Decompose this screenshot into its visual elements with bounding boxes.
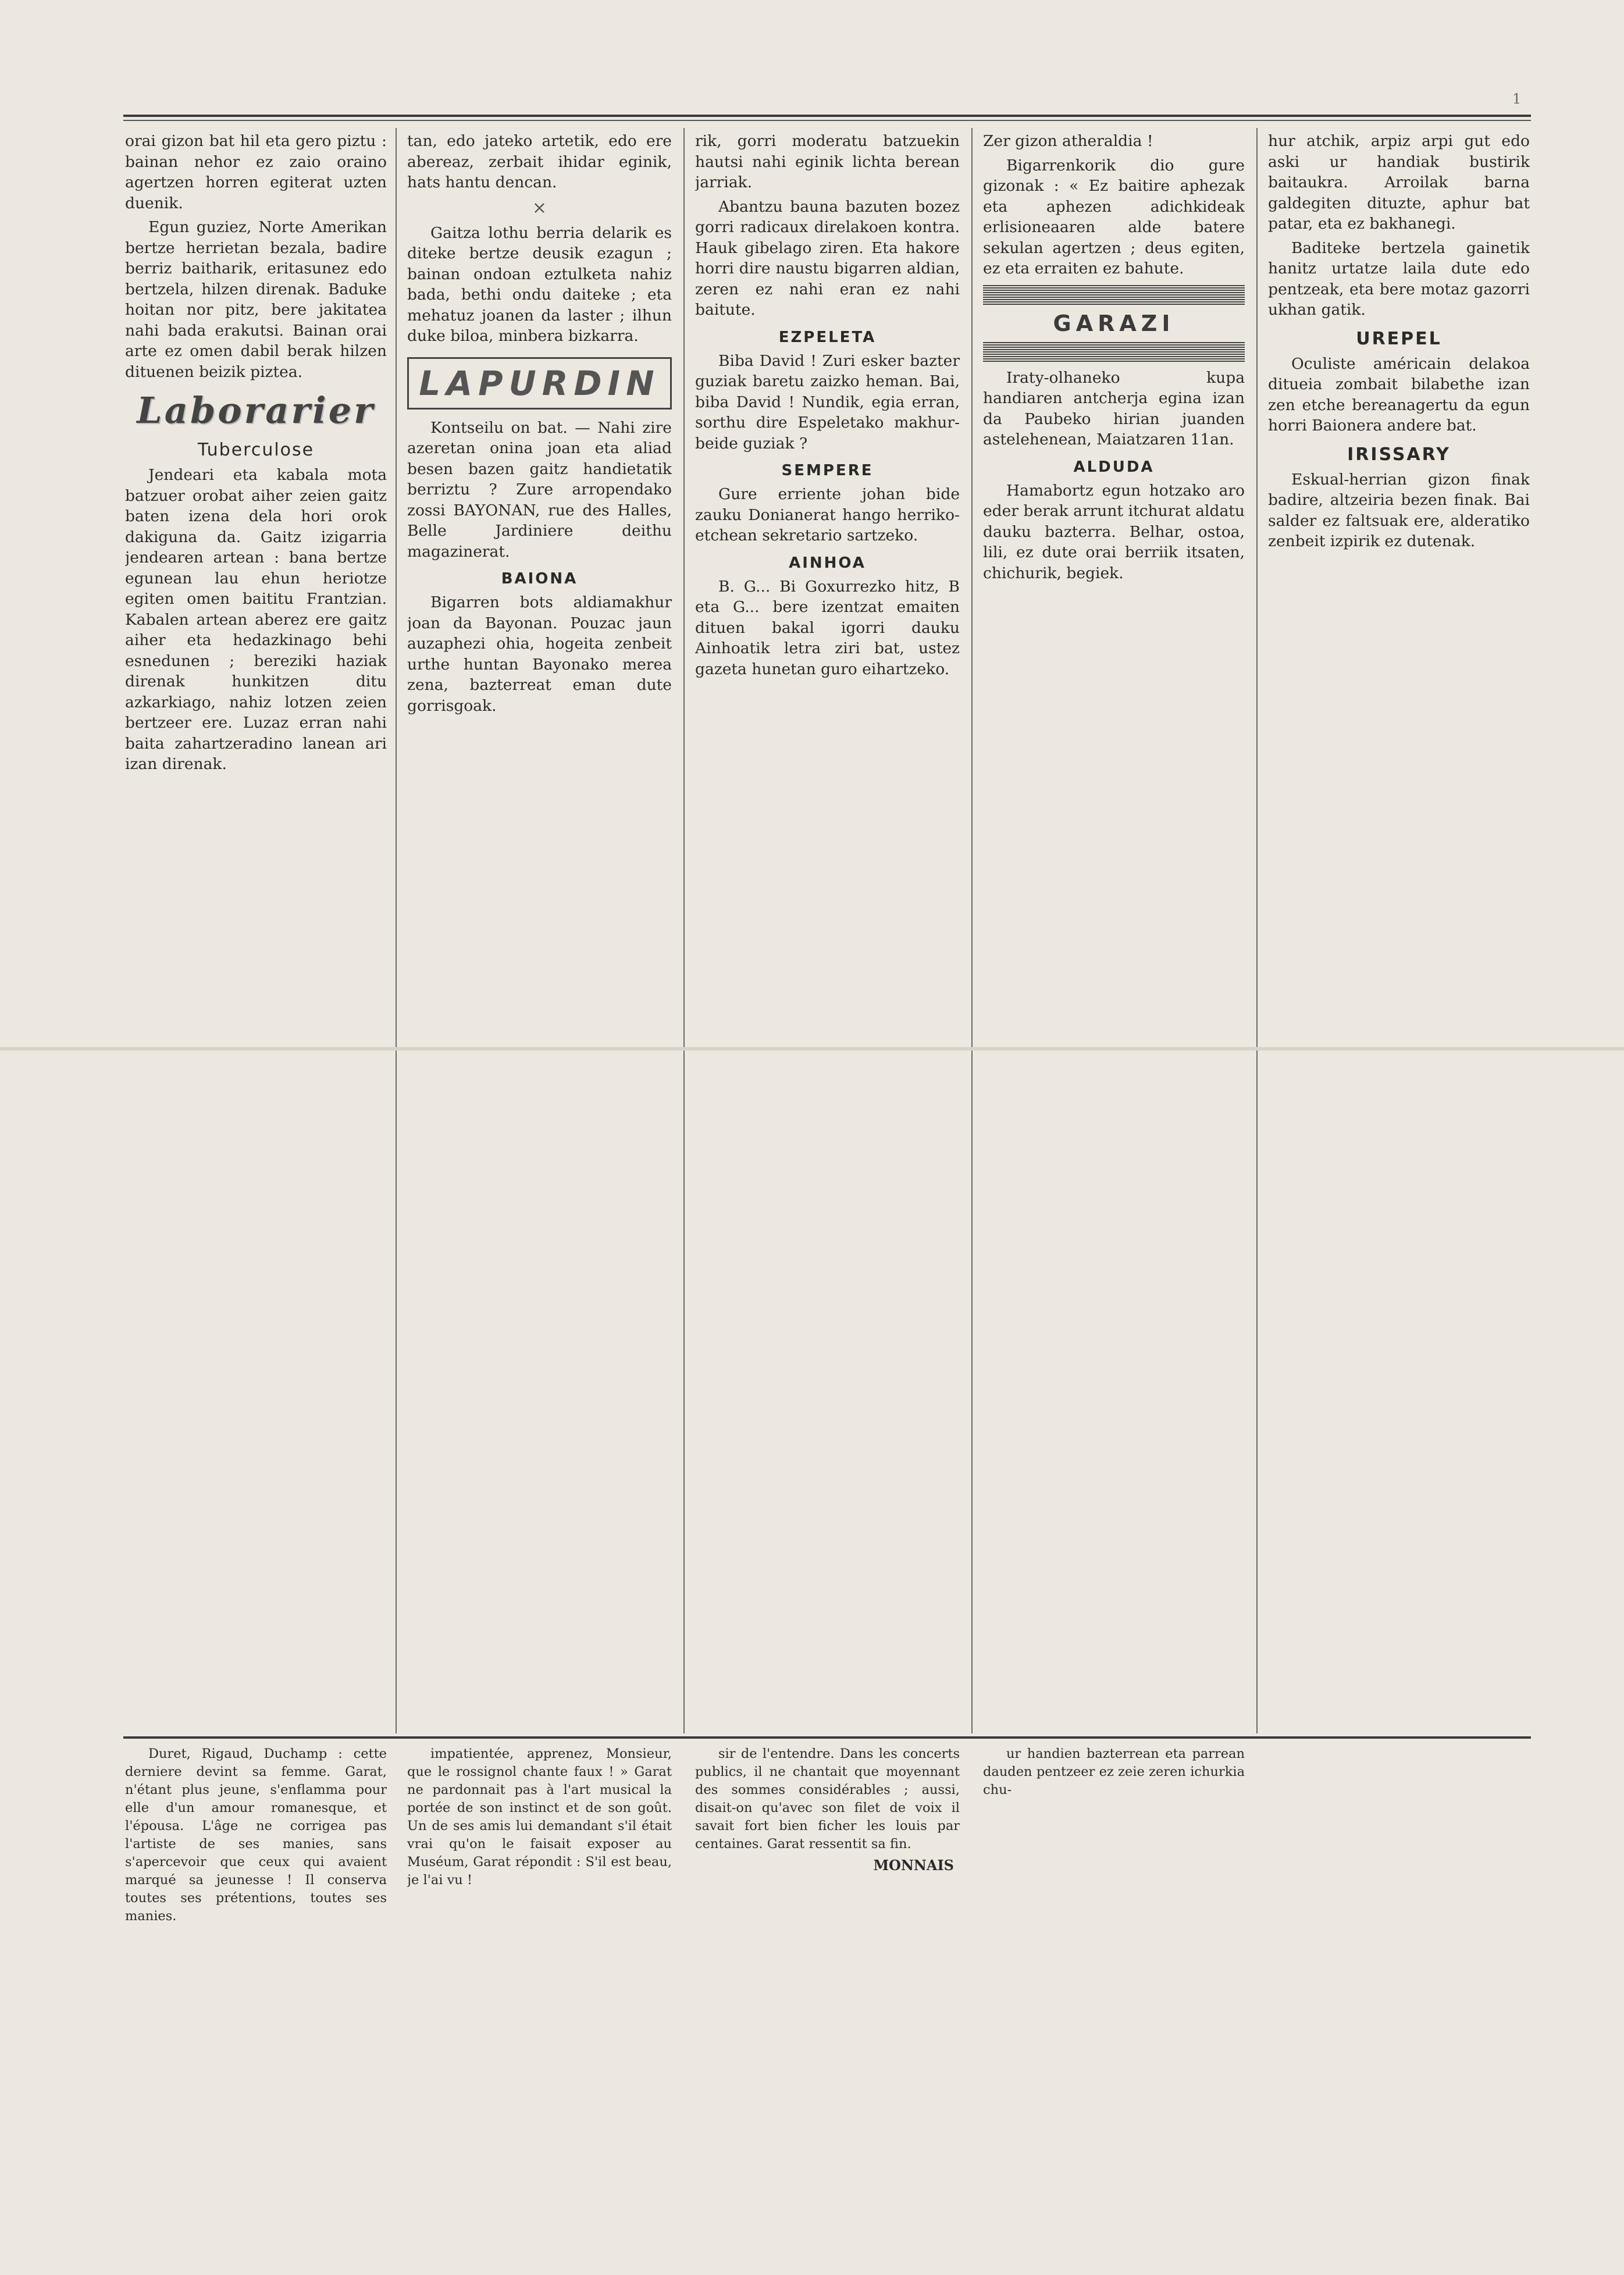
col2-paragraph-1: Gaitza lothu berria delarik es diteke bertze deusik ezagun ; bainan ondoan eztulketa nahiz bada, bethi ondu daiteke ; eta mehatuz joanen da laster ; ilhun duke biloa, minbera bizkarra. [407,223,672,345]
alduda-heading: ALDUDA [1073,458,1155,476]
col3-paragraph-1: Abantzu bauna bazuten bozez gorri radicaux direlakoen kontra. Hauk gibelago ziren. Eta hakore horri dire naustu bigarren aldian, zeren ez nahi eran ez nahi baitute. [695,197,960,319]
feuilleton-text-3: sir de l'entendre. Dans les concerts publics, il ne chantait que moyennant des sommes considérables ; aussi, disait-on qu'avec son filet de voix il savait fort bien ficher les louis par centaines. Garat ressentit sa fin. [695,1746,960,1852]
section-title-laborarier: Laborarier [137,389,375,432]
col1-intro-0: orai gizon bat hil eta gero piztu : bainan nehor ez zaio oraino agertzen horren egiterat uzten duenik. [125,132,387,212]
column-divider-1 [396,128,397,1733]
feuilleton-text-4: ur handien bazterrean eta parrean dauden pentzeer ez zeie zeren ichurkia chu- [983,1746,1245,1797]
col5-urepel-text: Oculiste américain delakoa ditueia zombait bilabethe izan zen etche bereanagertu da egun horri Baionera andere bat. [1268,354,1530,435]
col3-ainhoa-text: B. G... Bi Goxurrezko hitz, B eta G... bere izentzat emaiten dituen bakal igorri dauku Ainhoatik letra ziri bat, ustez gazeta hunetan guro eihartzeko. [695,577,960,678]
column-2 [407,131,672,1731]
col3-paragraph-0: rik, gorri moderatu batzuekin hautsi nahi eginik lichta berean jarriak. [695,132,960,191]
col2-paragraph-0: tan, edo jateko artetik, edo ere abereaz, zerbait ihidar eginik, hats hantu dencan. [407,132,672,191]
col2-lapurdin-text: Kontseilu on bat. — Nahi zire azeretan onina joan eta aliad besen bazen gaitz handietatik berriztu ? Zure arropendako zossi BAYONAN, rue des Halles, Belle Jardiniere deithu magazinerat. [407,418,672,561]
col4-paragraph-1: Bigarrenkorik dio gure gizonak : « Ez baitire aphezak eta aphezen adichkideak erlisioneaaren alde batere sekulan agertzen ; deus egiten, ez eta erraiten ez bahute. [983,156,1245,277]
feuilleton-text-1: Duret, Rigaud, Duchamp : cette derniere devint sa femme. Garat, n'étant plus jeune, s'enflamma pour elle d'un amour romanesque, et l'épousa. L'âge ne corrigea pas l'artiste de ses manies, sans s'apercevoir que ceux qui avaient marqué sa jeunesse ! Il conserva toutes ses prétentions, toutes ses manies. [125,1746,387,1924]
ainhoa-heading: AINHOA [789,554,866,572]
column-divider-2 [683,128,685,1733]
col2-baiona-text: Bigarren bots aldiamakhur joan da Bayonan. Pouzac jaun auzaphezi ohia, hogeita zenbeit urthe huntan Bayonako merea zena, bazterreat eman dute gorrisgoak. [407,593,672,715]
urepel-heading: UREPEL [1356,328,1442,349]
feuilleton-col-1 [125,1745,387,2245]
col4-alduda-text: Hamabortz egun hotzako aro eder berak arrunt itchurat aldatu dauku bazterra. Belhar, ostoa, lili, ez dute orai berriik itsaten, chichurik, begiek. [983,481,1245,582]
garazi-band-top [983,285,1245,305]
col4-garazi-text: Iraty-olhaneko kupa handiaren antcherja egina izan da Paubeko hirian juanden astelehenean, Maiatzaren 11an. [983,368,1245,448]
feuilleton-col-3 [695,1745,960,2245]
baiona-heading: BAIONA [501,570,578,588]
ezpeleta-heading: EZPELETA [778,328,877,346]
col1-paragraph: Jendeari eta kabala mota batzuer orobat aiher zeien gaitz baten izena dela hori orok dakiguna da. Gaitz izigarria jendearen artean : bana bertze egunean lau ehun heriotze egiten omen baititu Frantzian. Kabalen artean aberez ere gaitz aiher eta hedazkinago behi esnedunen ; bereziki haziak direnak hunkitzen ditu azkarkiago, nahiz lotzen zeien bertzeer ere. Luzaz erran nahi baita zahartzeradino lanean ari izan direnak. [125,466,387,773]
top-rule-thin [123,120,1531,121]
feuilleton-col-2 [407,1745,672,2245]
separator-cross: × [532,197,547,218]
irissary-heading: IRISSARY [1347,444,1451,465]
col3-sempere-text: Gure erriente johan bide zauku Donianerat hango herriko-etchean sekretario sartzeko. [695,485,960,544]
top-rule [123,115,1531,117]
section-title-garazi: GARAZI [1053,310,1175,336]
subtitle-tuberculose: Tuberculose [197,440,315,460]
col5-paragraph-0: hur atchik, arpiz arpi gut edo aski ur handiak bustirik baitaukra. Arroilak barna galdegiten dituzte, aphur bat patar, eta ez bakhanegi. [1268,132,1530,233]
column-1 [125,131,387,1731]
col3-ezpeleta-text: Biba David ! Zuri esker bazter guziak baretu zaizko heman. Bai, biba David ! Nundik, egia erran, sorthu dire Espeletako makhur-beide guziak ? [695,351,960,453]
garazi-band-bottom [983,342,1245,362]
feuilleton-col-4 [983,1745,1245,2245]
column-divider-4 [1256,128,1258,1733]
section-title-lapurdin: LAPURDIN [407,357,672,410]
column-5 [1268,131,1530,1731]
column-3 [695,131,960,1731]
col5-paragraph-1: Baditeke bertzela gainetik hanitz urtatze laila dute edo pentzeak, eta bere motaz gazorri ukhan gatik. [1268,238,1530,319]
column-divider-3 [971,128,973,1733]
page-mark: 1 [1512,91,1522,107]
feuilleton-text-2: impatientée, apprenez, Monsieur, que le rossignol chante faux ! » Garat ne pardonnait pas à l'art musical la portée de son instinct et de son goût. Un de ses amis lui demandant s'il était vrai qu'on le faisait exposer au Muséum, Garat répondit : S'il est beau, je l'ai vu ! [407,1746,672,1888]
feuilleton-signature: MONNAIS [873,1857,954,1874]
col1-intro-1: Egun guziez, Norte Amerikan bertze herrietan bezala, badire berriz baitharik, eritasunez edo bertzela, hilzen direnak. Baduke hoitan nor pitz, bere jakitatea nahi bada erakutsi. Bainan orai arte ez omen dabil berak hilzen dituenen beizik piztea. [125,218,387,381]
feuilleton-rule [123,1736,1531,1739]
sempere-heading: SEMPERE [781,462,874,479]
col4-paragraph-0: Zer gizon atheraldia ! [983,132,1153,150]
column-4 [983,131,1245,1731]
col5-irissary-text: Eskual-herrian gizon finak badire, altzeiria bezen finak. Bai salder ez faltsuak ere, alderatiko zenbeit izpirik ez dutenak. [1268,470,1530,550]
